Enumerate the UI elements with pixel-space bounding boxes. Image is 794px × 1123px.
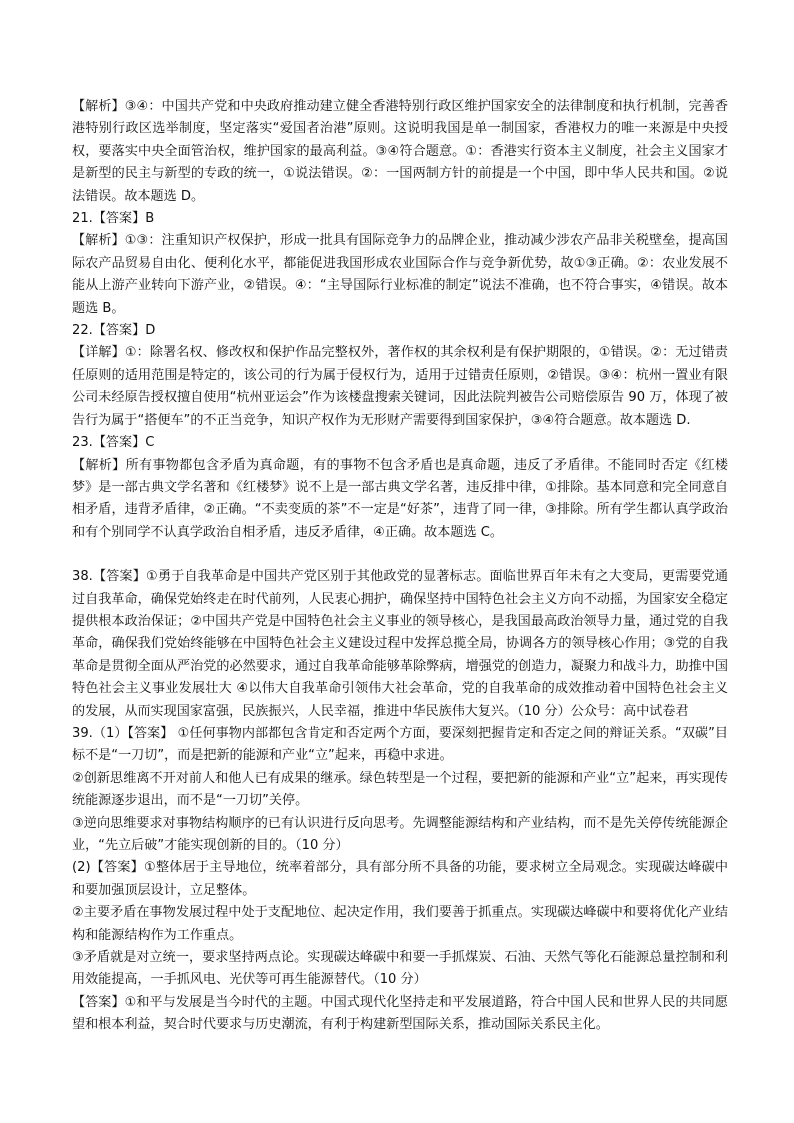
answer-paragraph-38: 38.【答案】①勇于自我革命是中国共产党区别于其他政党的显著标志。面临世界百年未有之大变局，更需要党通过自我革命，确保党始终走在时代前列，人民衷心拥护，确保坚持中国特色社会主义方向不动摇，为国家安全稳定提供根本政治保证；②中国共产党是中国特色社会主义事业的领导核心，是我国最高政治领导力量，通过党的自我革命，确保我们党始终能够在中国特色社会主义建设过程中发挥总揽全局，协调各方的领导核心作用；③党的自我革命是贯彻全面从严治党的必然要求，通过自我革命能够革除弊病，增强党的创造力，凝聚力和战斗力，助推中国特色社会主义事业发展壮大 ④以伟大自我革命引领伟大社会革命，党的自我革命的成效推动着中国特色社会主义的发展，从而实现国家富强，民族振兴，人民幸福，推进中华民族伟大复兴。（10 分）公众号：高中试卷君 (72, 569, 728, 719)
section-spacer (72, 544, 728, 566)
answer-paragraph-39-2-point-3: ③矛盾就是对立统一，要求坚持两点论。实现碳达峰碳中和要一手抓煤炭、石油、天然气等化石能源总量控制和利用效能提高，一手抓风电、光伏等可再生能源替代。（10 分） (72, 950, 728, 988)
analysis-paragraph-23: 【解析】所有事物都包含矛盾为真命题，有的事物不包含矛盾也是真命题，违反了矛盾律。不能同时否定《红楼梦》是一部古典文学名著和《红楼梦》说不上是一部古典文学名著，违反排中律，①排除。基本同意和完全同意自相矛盾，违背矛盾律，②正确。“不卖变质的茶”不一定是“好茶”，违背了同一律，③排除。所有学生都认真学政治和有个别同学不认真学政治自相矛盾，违反矛盾律，④正确。故本题选 C。 (72, 457, 728, 540)
answer-paragraph-39-1-point-2: ②创新思维离不开对前人和他人已有成果的继承。绿色转型是一个过程，要把新的能源和产业“立”起来，再实现传统能源逐步退出，而不是“一刀切”关停。 (72, 770, 728, 809)
answer-heading-23: 23.【答案】C (72, 435, 155, 451)
answer-heading-21: 21.【答案】B (72, 211, 155, 227)
answer-paragraph-final: 【答案】①和平与发展是当今时代的主题。中国式现代化坚持走和平发展道路，符合中国人民和世界人民的共同愿望和根本利益，契合时代要求与历史潮流，有利于构建新型国际关系，推动国际关系民主化。 (72, 994, 728, 1033)
document-body (72, 96, 728, 1037)
answer-paragraph-39-1-point-3: ③逆向思维要求对事物结构顺序的已有认识进行反向思考。先调整能源结构和产业结构，而不是先关停传统能源企业，“先立后破”才能实现创新的目的。（10 分） (72, 815, 728, 853)
answer-heading-22: 22.【答案】D (72, 323, 156, 339)
analysis-paragraph-21: 【解析】①③：注重知识产权保护，形成一批具有国际竞争力的品牌企业，推动减少涉农产品非关税壁垒，提高国际农产品贸易自由化、便利化水平，都能促进我国形成农业国际合作与竞争新优势，故①③正确。②：农业发展不能从上游产业转向下游产业，②错误。④：“主导国际行业标准的制定”说法不准确，也不符合事实，④错误。故本题选 B。 (72, 233, 728, 316)
answer-paragraph-39-2-point-2: ②主要矛盾在事物发展过程中处于支配地位、起决定作用，我们要善于抓重点。实现碳达峰碳中和要将优化产业结构和能源结构作为工作重点。 (72, 905, 728, 943)
answer-paragraph-39-1-point-1: 39.（1）【答案】 ①任何事物内部都包含肯定和否定两个方面，要深刻把握肯定和否定之间的辩证关系。“双碳”目标不是“一刀切”，而是把新的能源和产业“立”起来，再稳中求进。 (72, 725, 728, 764)
analysis-paragraph-20: 【解析】③④：中国共产党和中央政府推动建立健全香港特别行政区维护国家安全的法律制度和执行机制，完善香港特别行政区选举制度，坚定落实“爱国者治港”原则。这说明我国是单一制国家，香港权力的唯一来源是中央授权，要落实中央全面管治权，维护国家的最高利益。③④符合题意。①：香港实行资本主义制度，社会主义国家才是新型的民主与新型的专政的统一，①说法错误。②：一国两制方针的前提是一个中国，即中华人民共和国。②说法错误。故本题选 D。 (72, 99, 728, 204)
answer-paragraph-39-2-point-1: (2)【答案】①整体居于主导地位，统率着部分，具有部分所不具备的功能，要求树立全局观念。实现碳达峰碳中和要加强顶层设计，立足整体。 (72, 860, 728, 898)
analysis-paragraph-22: 【详解】①：除署名权、修改权和保护作品完整权外，著作权的其余权利是有保护期限的，①错误。②：无过错责任原则的适用范围是特定的，该公司的行为属于侵权行为，适用于过错责任原则，②错误。③④：杭州一置业有限公司未经原告授权擅自使用“杭州亚运会”作为该楼盘搜索关键词，因此法院判被告公司赔偿原告 90 万，体现了被告行为属于“搭便车”的不正当竞争，知识产权作为无形财产需要得到国家保护，③④符合题意。故本题选 D. (72, 345, 728, 428)
